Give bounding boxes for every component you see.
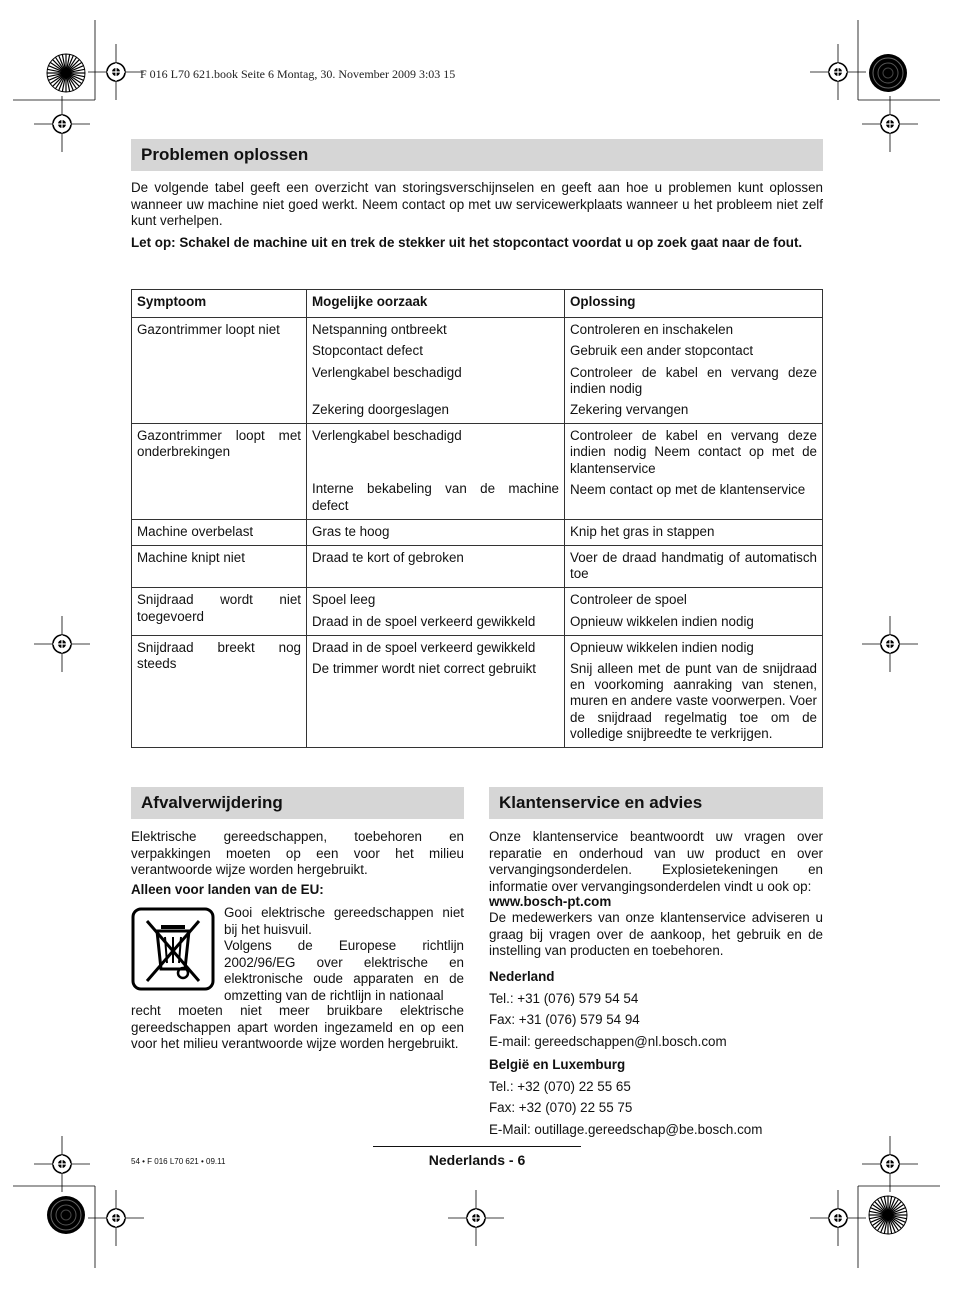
section-title-customer-service: Klantenservice en advies [489,787,823,819]
disposal-intro: Elektrische gereedschappen, toebehoren en verpakkingen moeten op een voor het milieu verantwoorde wijze worden hergebruikt. [131,829,464,877]
cause-item: Stopcontact defect [312,343,423,359]
solution-item: Opnieuw wikkelen indien nodig [570,639,754,655]
contact-fax: Fax: +31 (076) 579 54 94 [489,1012,640,1027]
solution-cell [565,424,823,520]
solution-cell [565,588,823,635]
table-row [132,588,823,635]
troubleshooting-table [131,289,823,748]
cause-item: De trimmer wordt niet correct gebruikt [312,661,536,677]
cause-item: Draad in de spoel verkeerd gewikkeld [312,639,536,655]
solution-cell: Voer de draad handmatig of automatisch toe [565,546,823,588]
contact-country-heading: Nederland [489,969,555,984]
column-header-solution: Oplossing [565,290,823,318]
solution-item: Neem contact op met de klantenservice [570,481,806,497]
solution-item: Controleer de kabel en vervang deze indien nodig [570,364,817,396]
service-advice: De medewerkers van onze klantenservice adviseren u graag bij vragen over de aankoop, het gebruik en de instelling van producten en toebehoren. [489,910,823,958]
contact-email: E-mail: gereedschappen@nl.bosch.com [489,1033,727,1049]
cause-cell [307,318,565,424]
footer-product-code: 54 • F 016 L70 621 • 09.11 [131,1157,226,1166]
symptom-cell: Gazontrimmer loopt met onderbrekingen [132,424,307,520]
solution-cell [565,318,823,424]
crossed-out-wheelie-bin-icon [131,907,215,991]
cause-cell: Draad te kort of gebroken [307,546,565,588]
column-header-cause: Mogelijke oorzaak [307,290,565,318]
contact-country-heading: België en Luxemburg [489,1057,626,1072]
disposal-eu-heading: Alleen voor landen van de EU: [131,882,324,897]
section-title-disposal: Afvalverwijdering [131,787,464,819]
symptom-cell: Snijdraad breekt nog steeds [132,635,307,747]
solution-item: Controleren en inschakelen [570,322,734,338]
contact-email: E-Mail: outillage.gereedschap@be.bosch.com [489,1121,763,1137]
troubleshooting-intro: De volgende tabel geeft een overzicht van storingsverschijnselen en geeft aan hoe u problemen kunt oplossen wanneer uw machine niet goed werkt. Neem contact op met uw servicewerkplaats wanneer u het probleem niet zelf kunt verhelpen. [131,180,823,228]
column-header-symptom: Symptoom [132,290,307,318]
contact-fax: Fax: +32 (070) 22 55 75 [489,1100,633,1115]
symptom-cell: Gazontrimmer loopt niet [132,318,307,424]
book-header-line: F 016 L70 621.book Seite 6 Montag, 30. November 2009 3:03 15 [140,67,456,81]
cause-item: Verlengkabel beschadigd [312,428,462,444]
cause-cell: Gras te hoog [307,519,565,545]
solution-item: Controleer de spoel [570,592,687,608]
symptom-cell: Machine overbelast [132,519,307,545]
solution-item: Zekering vervangen [570,402,689,418]
symptom-cell: Snijdraad wordt niet toegevoerd [132,588,307,635]
solution-cell: Knip het gras in stappen [565,519,823,545]
contact-netherlands [489,969,823,1050]
service-website: www.bosch-pt.com [489,894,612,909]
solution-item: Opnieuw wikkelen indien nodig [570,613,754,629]
solution-item: Snij alleen met de punt van de snijdraad en voorkoming aanraking van stenen, muren en andere vaste voorwerpen. Voer de snijdraad regelmatig toe om de volledige snijbreedte te verkrijgen. [570,661,817,741]
footer-rule [373,1146,581,1147]
cause-cell [307,635,565,747]
footer-page-label: Nederlands - 6 [428,1152,526,1168]
solution-cell [565,635,823,747]
table-row [132,424,823,520]
cause-item: Interne bekabeling van de machine defect [312,481,559,513]
contact-phone: Tel.: +32 (070) 22 55 65 [489,1078,631,1094]
service-intro: Onze klantenservice beantwoordt uw vragen over reparatie en onderhoud van uw product en over vervangingsonderdelen. Explosietekeningen en informatie over vervangingsonderdelen vindt u ook op: [489,829,823,894]
table-row [132,318,823,424]
cause-item: Zekering doorgeslagen [312,401,449,417]
solution-item: Controleer de kabel en vervang deze indien nodig Neem contact op met de klantenservice [570,428,817,476]
table-row [132,635,823,747]
disposal-directive-beside: Volgens de Europese richtlijn 2002/96/EG over elektrische en elektronische oude apparaten en de omzetting van de richtlijn in nationaal [224,938,464,1003]
table-row [132,546,823,588]
cause-item: Verlengkabel beschadigd [312,364,462,380]
contact-phone: Tel.: +31 (076) 579 54 54 [489,990,639,1006]
cause-cell [307,424,565,520]
cause-cell [307,588,565,635]
symptom-cell: Machine knipt niet [132,546,307,588]
table-header-row [132,290,823,318]
disposal-text-beside-icon: Gooi elektrische gereedschappen niet bij het huisvuil. [224,905,464,937]
troubleshooting-warning: Let op: Schakel de machine uit en trek de stekker uit het stopcontact voordat u op zoek gaat naar de fout. [131,235,803,250]
cause-item: Spoel leeg [312,592,376,608]
disposal-directive-full: recht moeten niet meer bruikbare elektrische gereedschappen apart worden ingezameld en op een voor het milieu verantwoorde wijze worden hergebruikt. [131,1003,464,1051]
contact-belgium-luxembourg [489,1057,823,1138]
solution-item: Gebruik een ander stopcontact [570,343,754,359]
cause-item: Draad in de spoel verkeerd gewikkeld [312,613,536,629]
cause-item: Netspanning ontbreekt [312,322,447,338]
section-title-troubleshooting: Problemen oplossen [131,139,823,171]
table-row [132,519,823,545]
